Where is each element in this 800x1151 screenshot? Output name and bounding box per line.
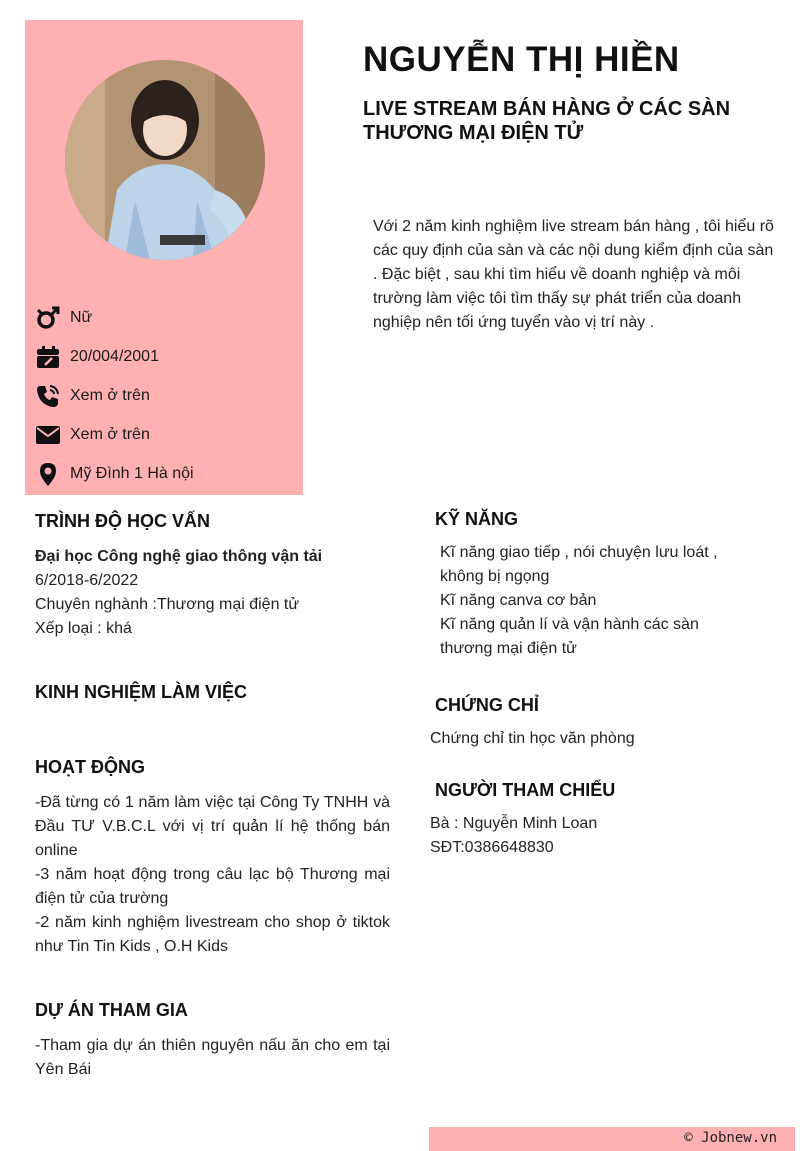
job-title: LIVE STREAM BÁN HÀNG Ở CÁC SÀN THƯƠNG MẠI ĐIỆN TỬ (363, 98, 731, 144)
gender-text: Nữ (70, 308, 93, 326)
contact-birthdate (35, 337, 194, 376)
career-summary: Với 2 năm kinh nghiệm live stream bán hàng , tôi hiểu rõ các quy định của sàn và các nội dung kiểm định của sàn . Đặc biệt , sau khi tìm hiểu về doanh nghiệp và môi trường làm việc tôi tìm thấy sự phát triển của doanh nghiệp nên tối ứng tuyển vào vị trí này . (373, 218, 774, 331)
activity-item: -3 năm hoạt động trong câu lạc bộ Thương mại điện tử của trường (35, 866, 390, 907)
avatar-photo (65, 60, 265, 260)
contact-gender (35, 298, 194, 337)
certificates-title: CHỨNG CHỈ (435, 695, 539, 715)
contact-phone (35, 376, 194, 415)
phone-text: Xem ở trên (70, 386, 150, 404)
experience-title: KINH NGHIỆM LÀM VIỆC (35, 682, 248, 702)
skills-title: KỸ NĂNG (435, 509, 519, 529)
contact-address (35, 454, 194, 493)
projects-title: DỰ ÁN THAM GIA (35, 1000, 188, 1020)
education-title: TRÌNH ĐỘ HỌC VẤN (35, 511, 210, 531)
skill-item: Kĩ năng canva cơ bản (440, 592, 597, 609)
skill-item: Kĩ năng quản lí và vận hành các sàn thương mại điện tử (440, 616, 699, 657)
projects-block (35, 1034, 390, 1082)
education-major: Chuyên nghành :Thương mại điện tử (35, 596, 300, 613)
footer-watermark: © Jobnew.vn (684, 1130, 777, 1146)
certificates-block (430, 727, 770, 751)
activities-title: HOẠT ĐỘNG (35, 757, 145, 777)
activity-item: -Đã từng có 1 năm làm việc tại Công Ty TNHH và Đầu TƯ V.B.C.L với vị trí quản lí hệ thống bán online (35, 794, 390, 859)
phone-icon (35, 383, 61, 409)
birthdate-text: 20/004/2001 (70, 347, 159, 365)
profile-sidebar (25, 20, 303, 495)
project-item: -Tham gia dự án thiên nguyên nấu ăn cho em tại Yên Bái (35, 1037, 390, 1078)
footer-bar (429, 1127, 795, 1151)
location-icon (35, 461, 61, 487)
contact-email (35, 415, 194, 454)
skills-block (440, 541, 740, 661)
certificate-item: Chứng chỉ tin học văn phòng (430, 730, 635, 747)
education-grade: Xếp loại : khá (35, 620, 132, 637)
address-text: Mỹ Đình 1 Hà nội (70, 464, 194, 482)
references-title: NGƯỜI THAM CHIẾU (435, 780, 616, 800)
email-icon (35, 422, 61, 448)
activity-item: -2 năm kinh nghiệm livestream cho shop ở tiktok như Tin Tin Kids , O.H Kids (35, 914, 390, 955)
skill-item: Kĩ năng giao tiếp , nói chuyện lưu loát , không bị ngọng (440, 544, 718, 585)
education-school: Đại học Công nghệ giao thông vận tải (35, 548, 323, 565)
candidate-name: NGUYỄN THỊ HIỀN (363, 40, 680, 79)
reference-phone: SĐT:0386648830 (430, 839, 554, 856)
education-block (35, 545, 395, 641)
education-period: 6/2018-6/2022 (35, 572, 139, 589)
contact-list (35, 298, 194, 493)
references-block (430, 812, 770, 860)
activities-block (35, 791, 390, 959)
gender-icon (35, 305, 61, 331)
avatar (65, 60, 265, 260)
calendar-icon (35, 344, 61, 370)
reference-name: Bà : Nguyễn Minh Loan (430, 815, 598, 832)
email-text: Xem ở trên (70, 425, 150, 443)
